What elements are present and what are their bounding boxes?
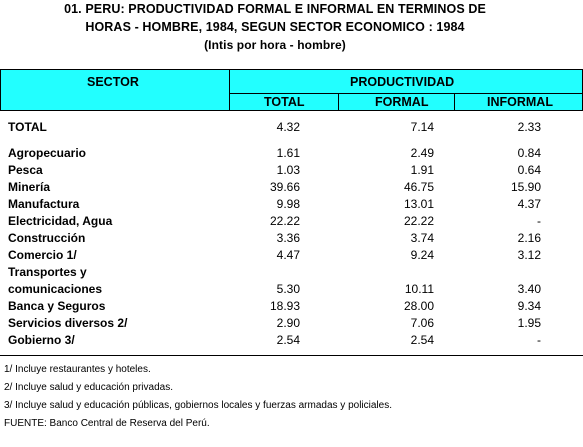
cell-informal: 2.16 <box>517 231 541 245</box>
cell-total: 4.32 <box>276 120 300 134</box>
row-label: Transportes y <box>8 265 87 279</box>
cell-formal: 9.24 <box>410 248 434 262</box>
cell-formal: 2.49 <box>410 146 434 160</box>
cell-total: 39.66 <box>269 180 300 194</box>
footnote-2: 2/ Incluye salud y educación privadas. <box>4 382 173 393</box>
row-label: Construcción <box>8 231 86 245</box>
cell-informal: 4.37 <box>517 197 541 211</box>
row-label: TOTAL <box>8 120 47 134</box>
cell-informal: 0.84 <box>517 146 541 160</box>
cell-formal: 13.01 <box>403 197 434 211</box>
header-mid-rule <box>229 93 583 94</box>
row-label-continued: comunicaciones <box>8 282 103 296</box>
cell-informal: - <box>537 214 541 228</box>
row-label: Pesca <box>8 163 43 177</box>
row-label: Gobierno 3/ <box>8 333 75 347</box>
cell-total: 2.90 <box>276 316 300 330</box>
table-bottom-rule <box>0 355 583 356</box>
header-total: TOTAL <box>264 95 305 109</box>
header-sector: SECTOR <box>87 75 139 89</box>
cell-informal: 0.64 <box>517 163 541 177</box>
row-label: Minería <box>8 180 51 194</box>
cell-informal: 1.95 <box>517 316 541 330</box>
row-label: Agropecuario <box>8 146 87 160</box>
header-top-rule <box>0 69 583 70</box>
table-title: 01. PERU: PRODUCTIVIDAD FORMAL E INFORMAL EN TERMINOS DE <box>64 2 486 16</box>
cell-informal: 15.90 <box>510 180 541 194</box>
cell-total: 1.61 <box>276 146 300 160</box>
cell-formal: 7.14 <box>410 120 434 134</box>
cell-informal: 3.12 <box>517 248 541 262</box>
cell-total: 22.22 <box>269 214 300 228</box>
cell-total: 3.36 <box>276 231 300 245</box>
row-label: Electricidad, Agua <box>8 214 113 228</box>
row-label: Servicios diversos 2/ <box>8 316 128 330</box>
cell-formal: 7.06 <box>410 316 434 330</box>
cell-formal: 3.74 <box>410 231 434 245</box>
cell-formal: 28.00 <box>403 299 434 313</box>
header-divider-2 <box>338 93 339 111</box>
cell-total: 5.30 <box>276 282 300 296</box>
cell-formal: 10.11 <box>404 282 434 296</box>
cell-formal: 46.75 <box>403 180 434 194</box>
cell-formal: 2.54 <box>410 333 434 347</box>
cell-informal: 3.40 <box>517 282 541 296</box>
cell-total: 18.93 <box>269 299 300 313</box>
header-bottom-rule <box>0 110 583 111</box>
footnote-3: 3/ Incluye salud y educación públicas, gobiernos locales y fuerzas armadas y policiales. <box>4 400 392 411</box>
cell-informal: 9.34 <box>517 299 541 313</box>
cell-informal: 2.33 <box>517 120 541 134</box>
row-label: Banca y Seguros <box>8 299 106 313</box>
footnote-1: 1/ Incluye restaurantes y hoteles. <box>4 364 151 375</box>
row-label: Manufactura <box>8 197 80 211</box>
cell-total: 1.03 <box>276 163 300 177</box>
row-label: Comercio 1/ <box>8 248 77 262</box>
cell-formal: 22.22 <box>403 214 434 228</box>
source-note: FUENTE: Banco Central de Reserva del Perú. <box>4 418 210 429</box>
header-productividad: PRODUCTIVIDAD <box>350 75 455 89</box>
cell-total: 4.47 <box>276 248 300 262</box>
table-title-line2: HORAS - HOMBRE, 1984, SEGUN SECTOR ECONOMICO : 1984 <box>85 20 465 34</box>
cell-total: 9.98 <box>276 197 300 211</box>
cell-informal: - <box>537 333 541 347</box>
table-subtitle: (Intis por hora - hombre) <box>204 38 346 52</box>
header-divider-3 <box>454 93 455 111</box>
header-divider <box>229 69 230 111</box>
header-formal: FORMAL <box>375 95 429 109</box>
cell-total: 2.54 <box>276 333 300 347</box>
header-informal: INFORMAL <box>487 95 553 109</box>
header-left-border <box>0 69 1 111</box>
cell-formal: 1.91 <box>410 163 434 177</box>
